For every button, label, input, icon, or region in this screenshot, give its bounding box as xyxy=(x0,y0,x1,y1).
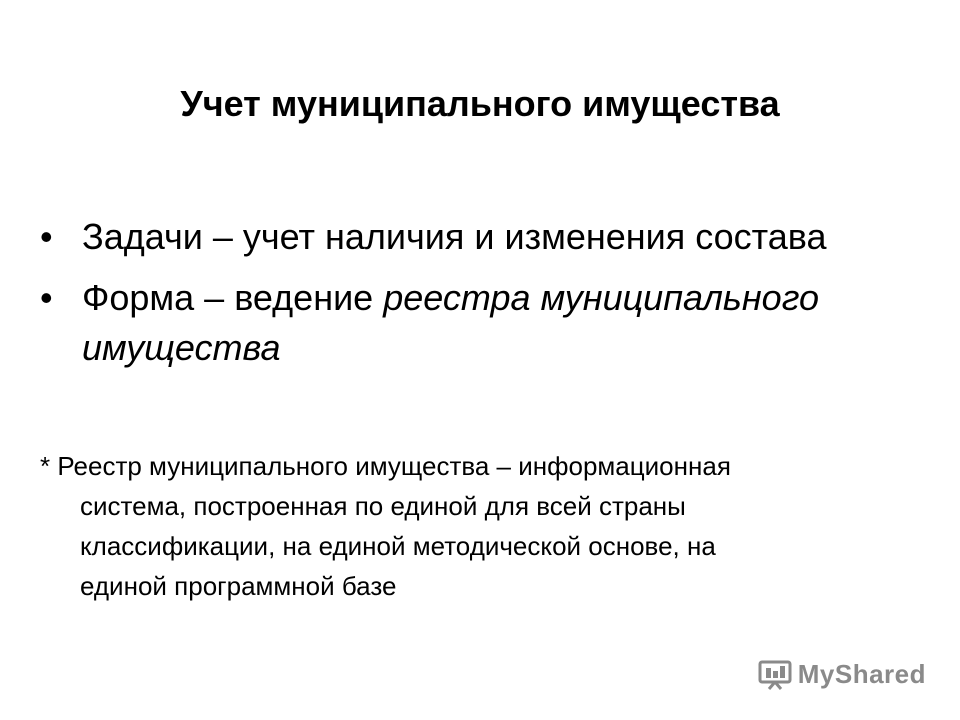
bullet-list xyxy=(40,212,900,384)
footnote-line-4: единой программной базе xyxy=(80,571,397,601)
watermark-text: MyShared xyxy=(797,659,926,689)
footnote-line-3: классификации, на единой методической основе, на xyxy=(80,531,716,561)
footnote xyxy=(40,446,920,606)
watermark-logo xyxy=(758,659,926,690)
bullet-text: Форма – ведение xyxy=(82,277,384,318)
bullet-text-italic: реестра муниципального имущества xyxy=(82,277,820,368)
bullet-marker: • xyxy=(40,216,53,257)
footnote-asterisk: * xyxy=(40,451,51,481)
bullet-text: Задачи – учет наличия и изменения состава xyxy=(82,216,827,257)
bullet-item-tasks xyxy=(40,212,900,262)
footnote-line-2: система, построенная по единой для всей страны xyxy=(80,491,686,521)
slide-title: Учет муниципального имущества xyxy=(180,83,780,124)
footnote-text-1: Реестр муниципального имущества – информационная xyxy=(50,451,731,481)
footnote-line-1 xyxy=(40,446,920,486)
bullet-item-form xyxy=(40,273,900,373)
presentation-board-icon xyxy=(758,660,792,690)
bullet-marker: • xyxy=(40,277,53,318)
